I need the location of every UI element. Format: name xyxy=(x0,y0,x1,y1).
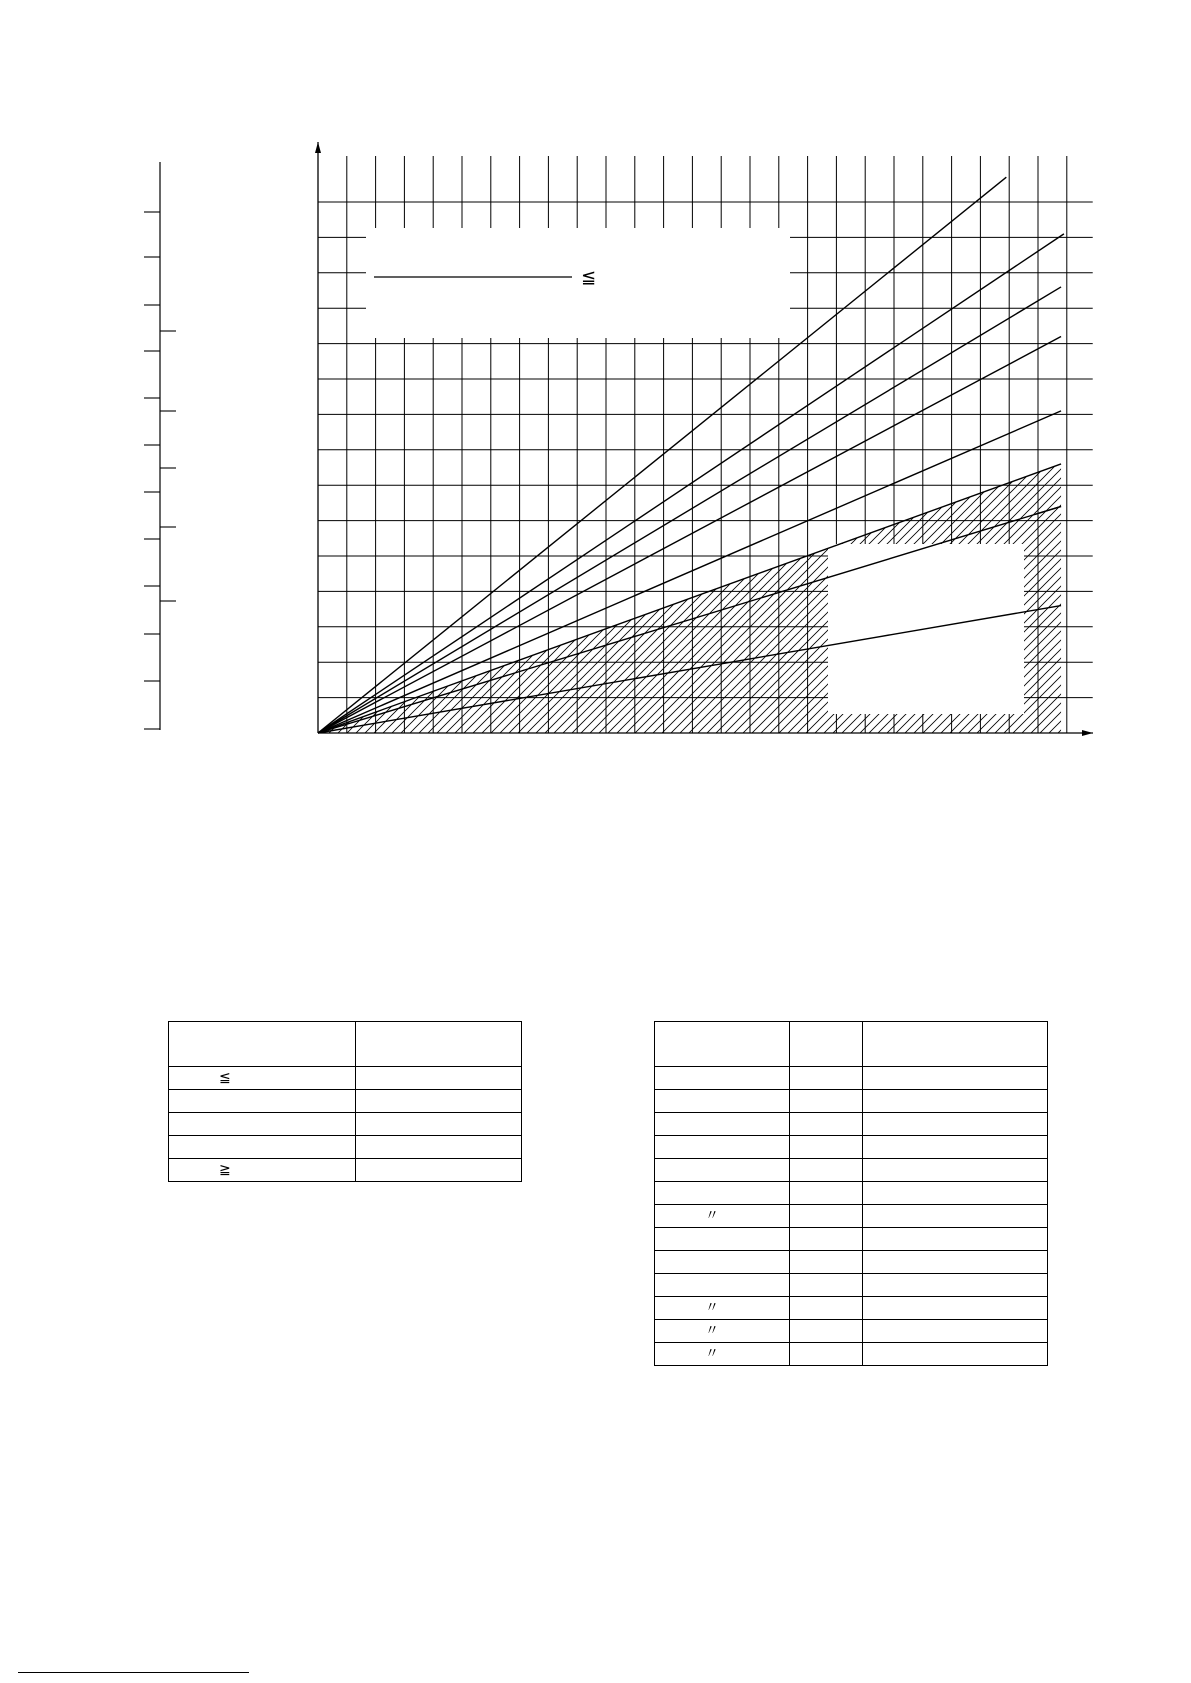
left-cell xyxy=(356,1136,522,1159)
right-cell xyxy=(655,1274,790,1297)
left-cell: ≦ xyxy=(169,1067,356,1090)
right-cell xyxy=(789,1205,862,1228)
table-row xyxy=(169,1067,522,1090)
annotation-symbol: ≦ xyxy=(581,267,597,288)
table-row xyxy=(169,1113,522,1136)
left-cell xyxy=(169,1136,356,1159)
right-cell xyxy=(789,1343,862,1366)
right-header-cell xyxy=(789,1022,862,1067)
table-row xyxy=(655,1205,1048,1228)
right-cell xyxy=(655,1182,790,1205)
right-cell: 〃 xyxy=(655,1343,790,1366)
inset-box-formula xyxy=(366,228,790,338)
right-cell xyxy=(655,1090,790,1113)
left-cell xyxy=(169,1090,356,1113)
right-cell xyxy=(789,1297,862,1320)
table-row xyxy=(655,1113,1048,1136)
right-header-cell xyxy=(655,1022,790,1067)
right-cell xyxy=(655,1159,790,1182)
right-cell xyxy=(655,1113,790,1136)
table-row xyxy=(655,1090,1048,1113)
table-row xyxy=(655,1136,1048,1159)
right-cell xyxy=(862,1113,1047,1136)
left-cell xyxy=(356,1113,522,1136)
right-cell xyxy=(862,1297,1047,1320)
right-cell xyxy=(789,1067,862,1090)
right-cell xyxy=(862,1159,1047,1182)
x-axis-arrow xyxy=(1082,730,1093,736)
table-row xyxy=(655,1274,1048,1297)
right-cell xyxy=(789,1251,862,1274)
right-cell xyxy=(789,1159,862,1182)
right-cell xyxy=(862,1136,1047,1159)
right-header-cell xyxy=(862,1022,1047,1067)
right-cell xyxy=(655,1136,790,1159)
table-row xyxy=(655,1182,1048,1205)
table-row xyxy=(655,1067,1048,1090)
right-cell xyxy=(789,1182,862,1205)
table-row xyxy=(655,1320,1048,1343)
right-cell xyxy=(862,1182,1047,1205)
right-cell xyxy=(862,1205,1047,1228)
right-cell xyxy=(655,1251,790,1274)
right-cell xyxy=(862,1274,1047,1297)
table-row xyxy=(655,1343,1048,1366)
left-header-cell xyxy=(356,1022,522,1067)
right-cell xyxy=(789,1228,862,1251)
left-cell xyxy=(356,1159,522,1182)
table-row xyxy=(169,1136,522,1159)
table-row xyxy=(655,1297,1048,1320)
table-row xyxy=(169,1090,522,1113)
right-cell xyxy=(862,1067,1047,1090)
table-row xyxy=(655,1159,1048,1182)
right-cell: 〃 xyxy=(655,1297,790,1320)
right-cell xyxy=(862,1228,1047,1251)
table-row xyxy=(169,1159,522,1182)
table-left xyxy=(168,1021,522,1182)
left-cell: ≧ xyxy=(169,1159,356,1182)
right-cell xyxy=(862,1090,1047,1113)
right-cell xyxy=(655,1228,790,1251)
right-cell xyxy=(789,1113,862,1136)
right-cell xyxy=(789,1274,862,1297)
right-cell xyxy=(789,1090,862,1113)
left-cell xyxy=(356,1067,522,1090)
table-row xyxy=(655,1251,1048,1274)
right-cell: 〃 xyxy=(655,1205,790,1228)
right-cell xyxy=(862,1320,1047,1343)
right-cell xyxy=(862,1343,1047,1366)
left-header-cell xyxy=(169,1022,356,1067)
right-cell xyxy=(862,1251,1047,1274)
table-row xyxy=(655,1228,1048,1251)
right-cell xyxy=(789,1136,862,1159)
left-cell xyxy=(169,1113,356,1136)
table-right xyxy=(654,1021,1048,1366)
right-cell: 〃 xyxy=(655,1320,790,1343)
left-cell xyxy=(356,1090,522,1113)
footnote-rule xyxy=(18,1672,249,1673)
y-axis-arrow xyxy=(315,142,321,153)
right-cell xyxy=(789,1320,862,1343)
right-cell xyxy=(655,1067,790,1090)
